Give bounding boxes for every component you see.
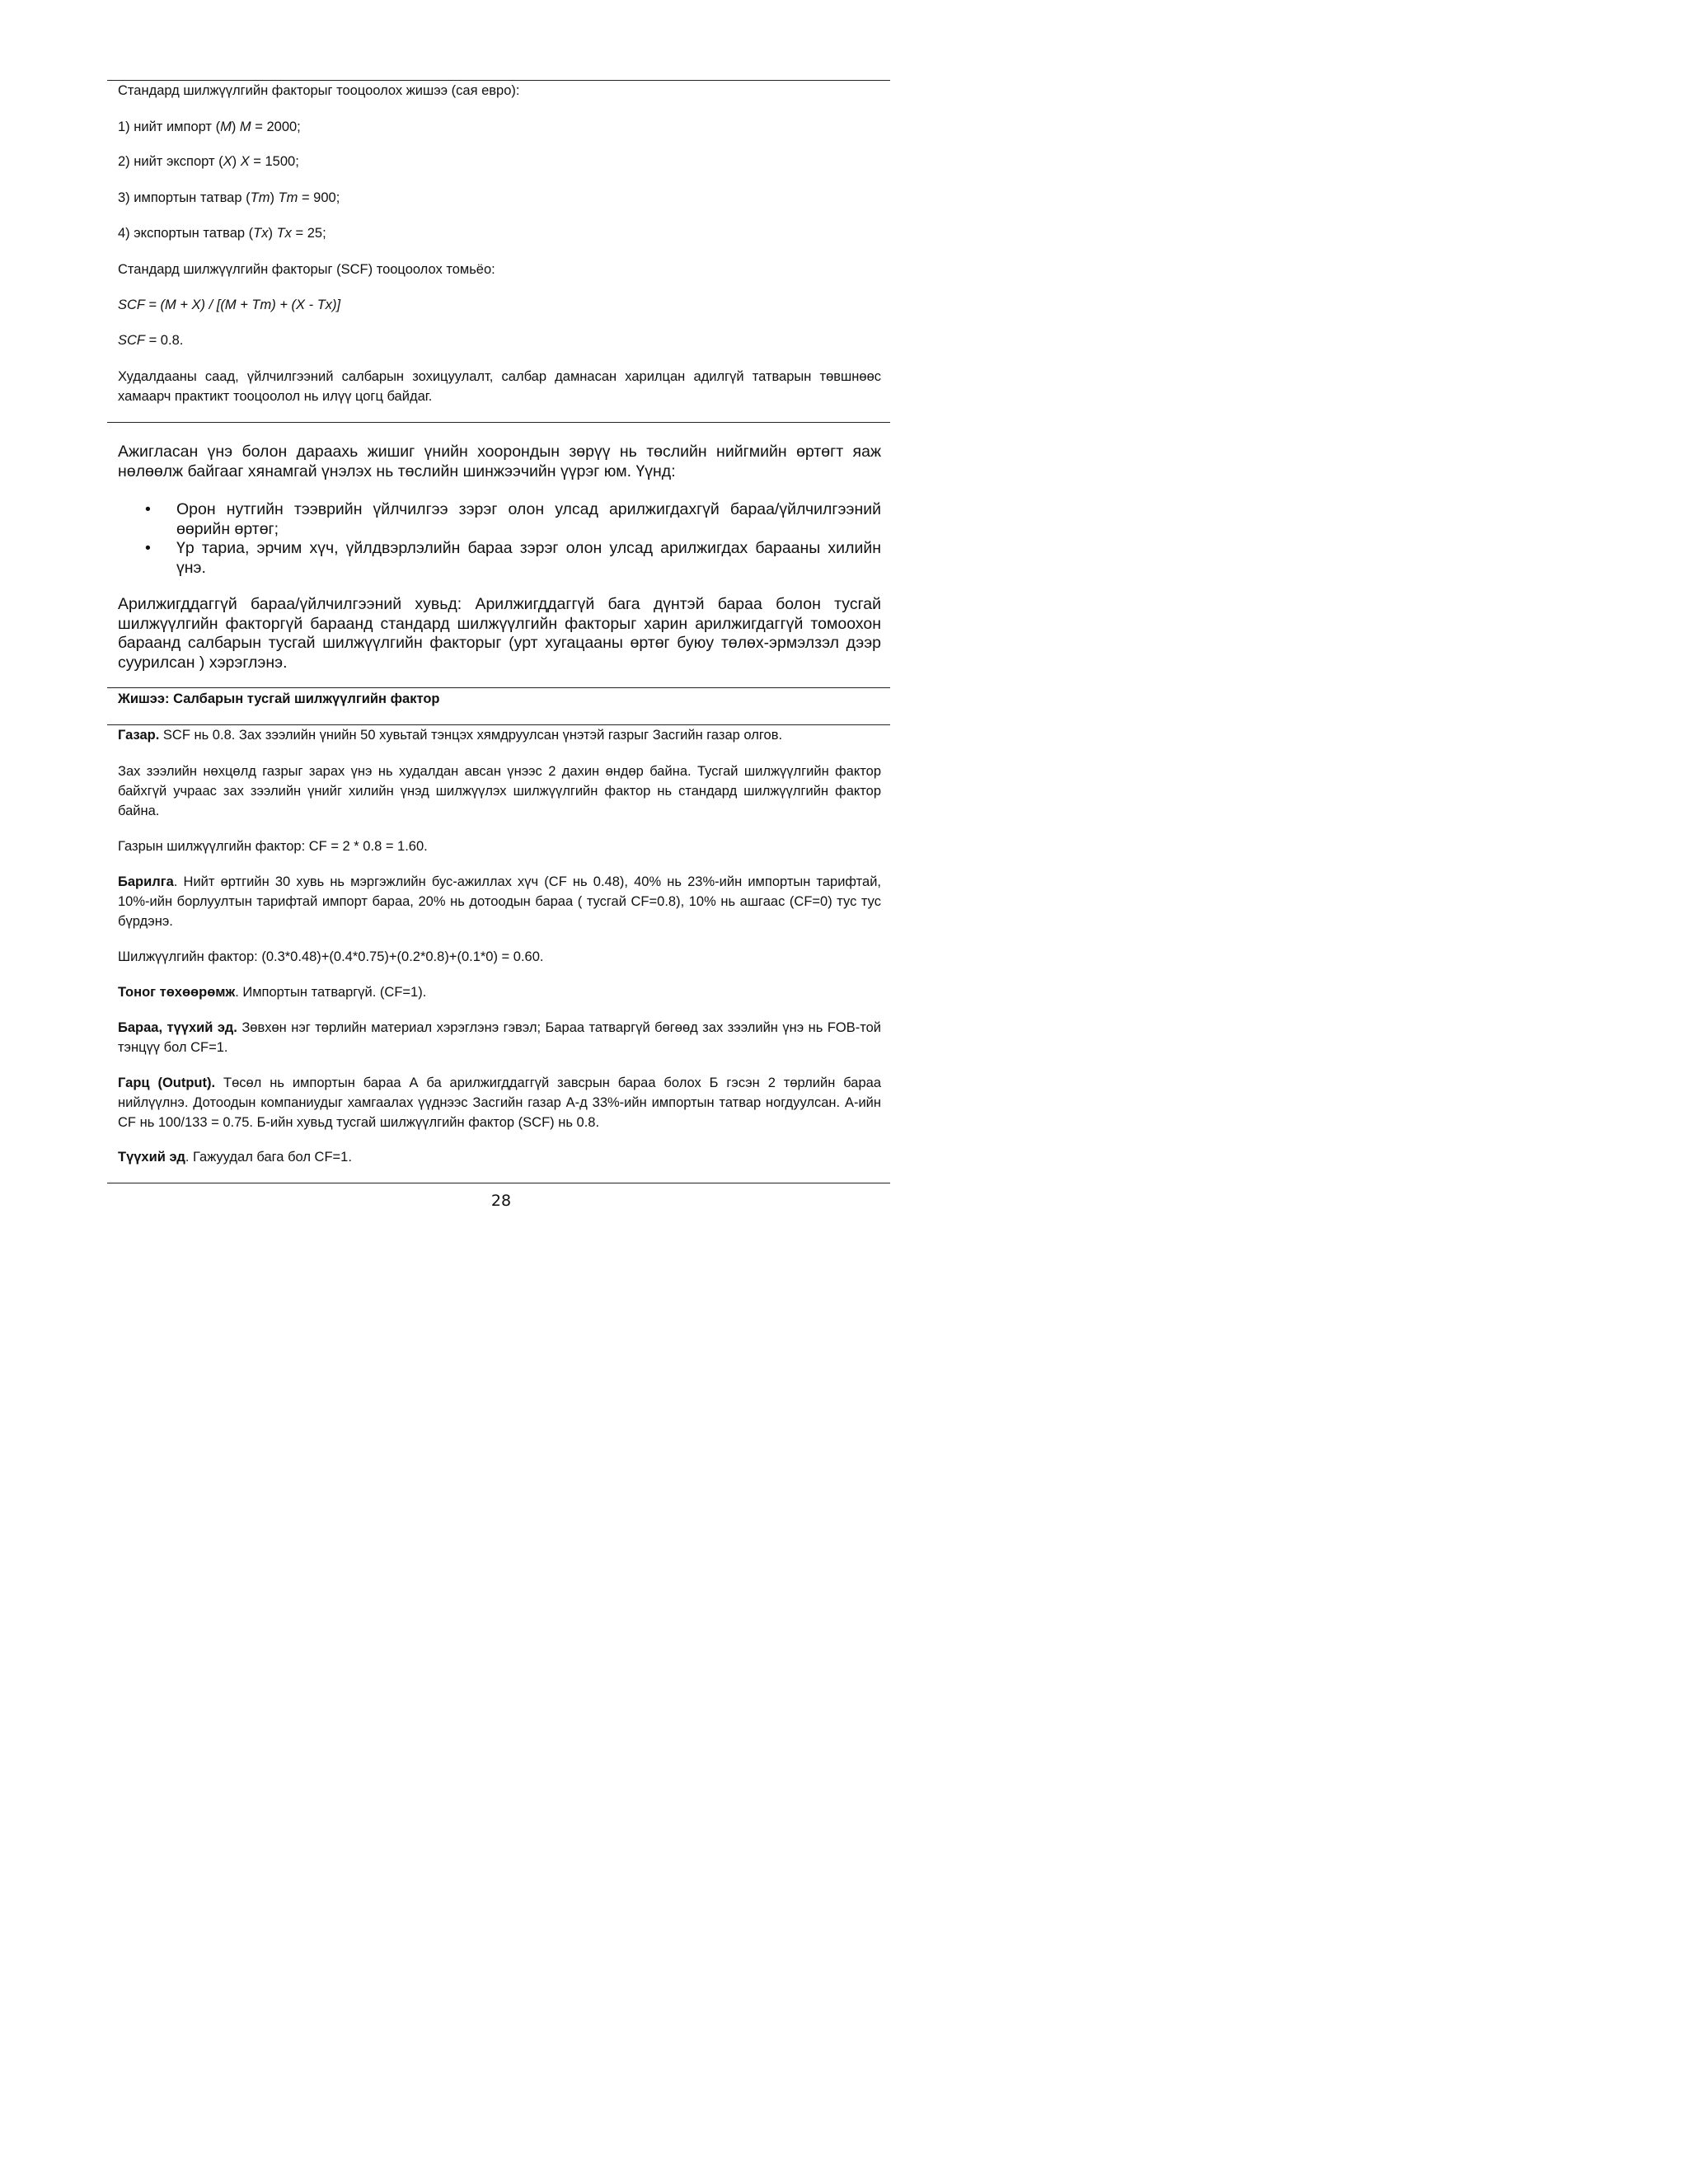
box1-note: Худалдааны саад, үйлчилгээний салбарын зохицуулалт, салбар дамнасан харилцан адилгүй татварын төвшнөөс хамаарч практикт тооцоолол нь илүү цогц байдаг. [118, 369, 881, 404]
output-paragraph: Гарц (Output). Төсөл нь импортын бараа А ба арилжигддаггүй завсрын бараа болох Б гэсэн 2 төрлийн бараа нийлүүлнэ. Дотоодын компаниудыг хамгаалах үүднээс Засгийн газар А-д 33%-ийн импортын татвар ногдуулсан. А-ийн CF нь 100/133 = 0.75. Б-ийн хувьд тусгай шилжүүлгийн фактор (SCF) нь 0.8. [118, 1076, 882, 1130]
body-paragraph-2: Арилжигддаггүй бараа/үйлчилгээний хувьд: Арилжигддаггүй бага дүнтэй бараа болон тусгай шилжүүлгийн факторгүй бараанд стандард шилжүүлгийн факторыг харин арилжигдаггүй томоохон бараанд салбарын тусгай шилжүүлгийн факторыг (урт хугацааны өртөг буюу төлөх-эрмэлзэл дээр суурилсан ) хэрэглэнэ. [118, 595, 881, 672]
bullet-text: Орон нутгийн тээврийн үйлчилгээ зэрэг олон улсад арилжигдахгүй бараа/үйлчилгээний өөрийн өртөг; [176, 500, 881, 538]
scf-result: SCF = 0.8. [118, 333, 184, 348]
formula-intro: Стандард шилжүүлгийн факторыг (SCF) тооцоолох томьёо: [118, 262, 495, 277]
bullet-text: Үр тариа, эрчим хүч, үйлдвэрлэлийн бараа зэрэг олон улсад арилжигдах барааны хилийн үнэ. [176, 539, 881, 577]
land-detail-paragraph: Зах зээлийн нөхцөлд газрыг зарах үнэ нь худалдан авсан үнээс 2 дахин өндөр байна. Тусгай шилжүүлгийн фактор байхгүй учраас зах зээлийн үнийг хилийн үнэд шилжүүлэх шилжүүлгийн фактор нь стандард шилжүүлгийн фактор байна. [118, 764, 881, 818]
land-cf-line: Газрын шилжүүлгийн фактор: CF = 2 * 0.8 = 1.60. [118, 839, 428, 854]
goods-paragraph: Бараа, түүхий эд. Зөвхөн нэг төрлийн материал хэрэглэнэ гэвэл; Бараа татваргүй бөгөөд зах зээлийн үнэ нь FOB-той тэнцүү бол CF=1. [118, 1020, 881, 1055]
building-cf-line: Шилжүүлгийн фактор: (0.3*0.48)+(0.4*0.75)+(0.2*0.8)+(0.1*0) = 0.60. [118, 949, 544, 964]
equipment-paragraph: Тоног төхөөрөмж. Импортын татваргүй. (CF=1). [118, 985, 427, 1000]
document-page [0, 0, 1002, 1297]
scf-formula: SCF = (M + X) / [(M + Tm) + (X - Tx)] [118, 298, 341, 312]
building-paragraph: Барилга. Нийт өртгийн 30 хувь нь мэргэжлийн бус-ажиллах хүч (CF нь 0.48), 40% нь 23%-ийн импортын тарифтай, 10%-ийн борлуултын тарифтай импорт бараа, 20% нь дотоодын бараа ( тусгай CF=0.8), 10% нь ашгаас (CF=0) тус тус бүрдэнэ. [118, 874, 881, 929]
box1-item-3: 3) импортын татвар (Tm) Tm = 900; [118, 190, 340, 205]
box1-item-4: 4) экспортын татвар (Tx) Tx = 25; [118, 226, 326, 241]
raw-materials-paragraph: Түүхий эд. Гажуудал бага бол CF=1. [118, 1150, 352, 1165]
page-number: 28 [490, 1192, 512, 1210]
box1-item-1: 1) нийт импорт (M) M = 2000; [118, 120, 301, 134]
bullet-icon: • [145, 500, 151, 518]
box1-item-2: 2) нийт экспорт (X) X = 1500; [118, 154, 299, 169]
box2-title: Жишээ: Салбарын тусгай шилжүүлгийн фактор [118, 691, 440, 706]
bullet-icon: • [145, 539, 151, 557]
box1-title: Стандард шилжүүлгийн факторыг тооцоолох жишээ (сая евро): [118, 83, 520, 98]
box2-top-rule [107, 687, 890, 688]
box1-bottom-rule [107, 422, 890, 423]
land-paragraph: Газар. SCF нь 0.8. Зах зээлийн үнийн 50 хувьтай тэнцэх хямдруулсан үнэтэй газрыг Засгийн газар олгов. [118, 728, 783, 743]
body-paragraph-1: Ажигласан үнэ болон дараахь жишиг үнийн хоорондын зөрүү нь төслийн нийгмийн өртөгт яаж нөлөөлж байгааг хянамгай үнэлэх нь төслийн шинжээчийн үүрэг юм. Үүнд: [118, 443, 881, 480]
